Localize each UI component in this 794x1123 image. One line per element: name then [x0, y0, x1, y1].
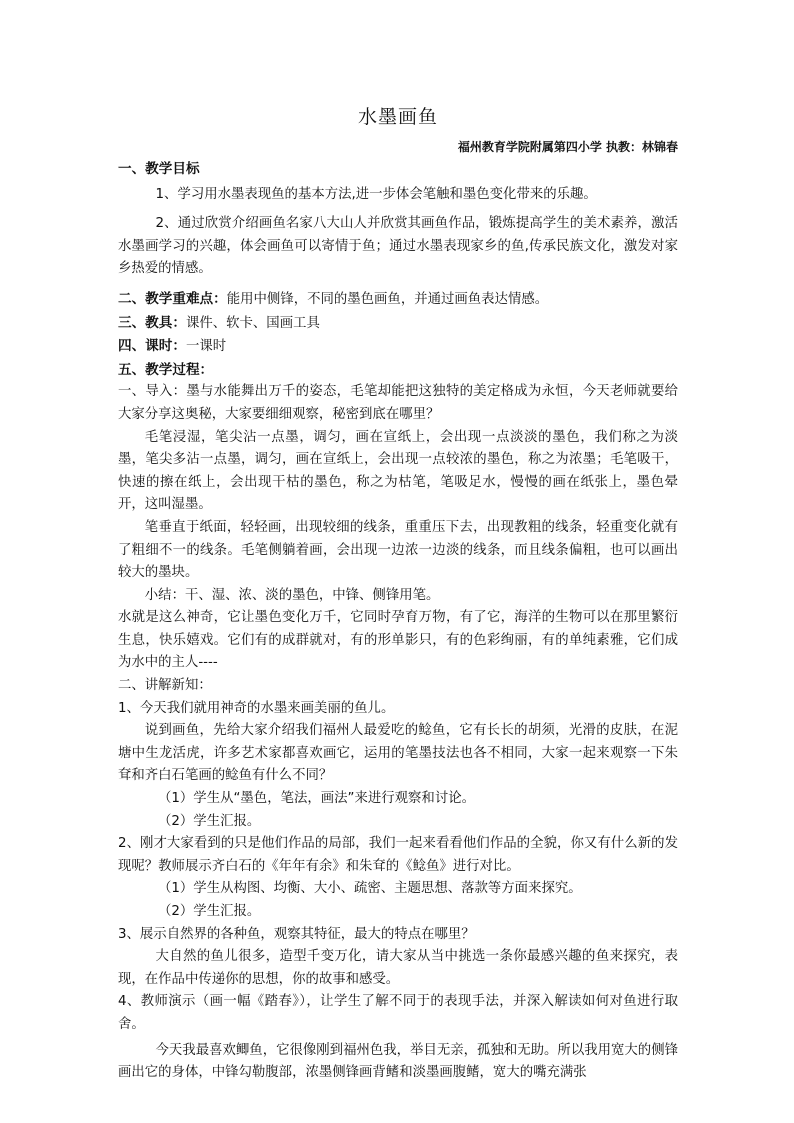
document-title: 水墨画鱼: [357, 106, 438, 128]
process-intro: 一、导入：墨与水能舞出万千的姿态，毛笔却能把这独特的美定格成为永恒，今天老师就要给大家分享这奥秘，大家要细细观察，秘密到底在哪里？: [118, 384, 678, 422]
process-item-4: 4、教师演示（画一幅《踏春》），让学生了解不同于的表现手法，并深入解读如何对鱼进行取舍。: [118, 994, 678, 1032]
section-key-points-text: 能用中侧锋，不同的墨色画鱼，并通过画鱼表达情感。: [226, 291, 549, 307]
section-tools: [118, 312, 678, 336]
section-objectives-heading: 一、教学目标: [118, 161, 200, 177]
objective-1: 1、学习用水墨表现鱼的基本方法,进一步体会笔触和墨色变化带来的乐趣。: [155, 186, 597, 202]
process-water-paragraph: 水就是这么神奇，它让墨色变化万千，它同时孕育万物，有了它，海洋的生物可以在那里繁衍生息，快乐嬉戏。它们有的成群就对，有的形单影只，有的色彩绚丽，有的单纯素雅，它们成为水中的主人----: [118, 610, 678, 671]
process-sub-2a: （1）学生从构图、均衡、大小、疏密、主题思想、落款等方面来探究。: [158, 881, 582, 897]
process-item-2: 2、刚才大家看到的只是他们作品的局部，我们一起来看看他们作品的全貌，你又有什么新的发现呢？教师展示齐白石的《年年有余》和朱耷的《鲶鱼》进行对比。: [118, 836, 678, 874]
process-sub-2b: （2）学生汇报。: [158, 904, 261, 919]
section-duration-text: 一课时: [185, 339, 227, 355]
process-part2-heading: 二、讲解新知：: [118, 678, 212, 694]
process-ink-paragraph: 毛笔浸湿，笔尖沾一点墨，调匀，画在宣纸上，会出现一点淡淡的墨色，我们称之为淡墨，笔尖多沾一点墨，调匀，画在宣纸上，会出现一点较浓的墨色，称之为浓墨；毛笔吸干，快速的擦在纸上，会出现干枯的墨色，称之为枯笔，笔吸足水，慢慢的画在纸张上，墨色晕开，这叫湿墨。: [118, 429, 678, 513]
process-crucian-paragraph: 今天我最喜欢鲫鱼，它很像刚到福州色我，举目无亲，孤独和无助。所以我用宽大的侧锋画出它的身体，中锋勾勒腹部，浓墨侧锋画背鳍和淡墨画腹鳍，宽大的嘴充满张: [118, 1042, 678, 1081]
process-summary: 小结：干、湿、浓、淡的墨色，中锋、侧锋用笔。: [144, 587, 440, 603]
section-tools-heading: 三、教具：: [118, 314, 186, 331]
process-item-3: 3、展示自然界的各种鱼，观察其特征，最大的特点在哪里？: [118, 926, 475, 942]
author-line: 福州教育学院附属第四小学 执教：林锦春: [457, 140, 678, 154]
process-sub-1b: （2）学生汇报。: [158, 813, 261, 829]
section-key-points-heading: 二、教学重难点：: [118, 290, 227, 307]
section-duration-heading: 四、课时：: [118, 338, 186, 355]
objective-2: 2、通过欣赏介绍画鱼名家八大山人并欣赏其画鱼作品，锻炼提高学生的美术素养，激活水墨画学习的兴趣，体会画鱼可以寄情于鱼；通过水墨表现家乡的鱼,传承民族文化，激发对家乡热爱的情感。: [118, 216, 678, 277]
process-brush-paragraph: 笔垂直于纸面，轻轻画，出现较细的线条，重重压下去，出现教粗的线条，轻重变化就有了粗细不一的线条。毛笔侧躺着画，会出现一边浓一边淡的线条，而且线条偏粗，也可以画出较大的墨块。: [118, 519, 678, 581]
process-sub-1a: （1）学生从“墨色，笔法，画法”来进行观察和讨论。: [158, 791, 475, 807]
section-tools-text: 课件、软卡、国画工具: [185, 315, 320, 331]
process-item-1: 1、今天我们就用神奇的水墨来画美丽的鱼儿。: [118, 700, 395, 716]
section-process-heading: 五、教学过程：: [118, 361, 214, 378]
document-body: [118, 104, 678, 1085]
section-duration: [118, 335, 678, 359]
process-nature-paragraph: 大自然的鱼儿很多，造型千变万化，请大家从当中挑选一条你最感兴趣的鱼来探究，表现，在作品中传递你的思想，你的故事和感受。: [118, 949, 678, 987]
process-fish-paragraph: 说到画鱼，先给大家介绍我们福州人最爱吃的鲶鱼，它有长长的胡须，光滑的皮肤，在泥塘中生龙活虎，许多艺术家都喜欢画它，运用的笔墨技法也各不相同，大家一起来观察一下朱耷和齐白石笔画的鲶鱼有什么不同？: [118, 723, 678, 784]
section-key-points: [118, 288, 678, 312]
